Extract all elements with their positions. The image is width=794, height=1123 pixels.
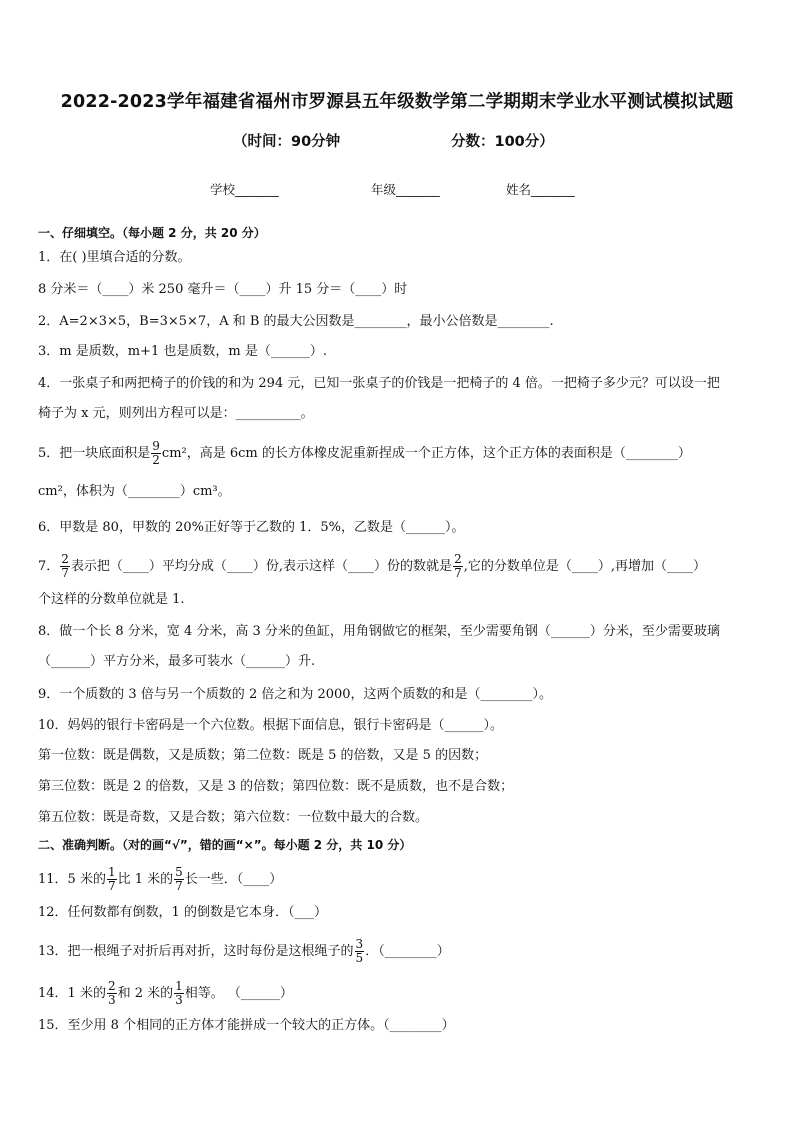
exam-meta (233, 130, 573, 151)
q13-text-post: ．（________） (365, 944, 450, 959)
question-15: 15．至少用 8 个相同的正方体才能拼成一个较大的正方体。（________） (38, 1018, 455, 1033)
q7-number: 7． (38, 559, 60, 574)
time-label: （时间：90分钟 (233, 134, 341, 150)
question-8-cont: （______）平方分米，最多可装水（______）升. (38, 654, 316, 669)
question-1: 1．在( )里填合适的分数。 (38, 250, 191, 265)
fraction (174, 980, 184, 1007)
q7-text-post: ,它的分数单位是（____）,再增加（____） (463, 559, 706, 574)
section-2-heading: 二、准确判断。（对的画“√”，错的画“×”。每小题 2 分，共 10 分） (38, 838, 412, 852)
fraction-numerator: 2 (454, 552, 462, 566)
question-10: 10．妈妈的银行卡密码是一个六位数。根据下面信息，银行卡密码是（______）。 (38, 718, 504, 733)
fraction (151, 440, 161, 467)
q11-text-mid: 比 1 米的 (117, 872, 174, 887)
fraction (174, 866, 184, 893)
question-7 (38, 553, 706, 580)
fraction-denominator: 3 (175, 993, 183, 1007)
question-9: 9．一个质数的 3 倍与另一个质数的 2 倍之和为 2000，这两个质数的和是（________）。 (38, 687, 553, 702)
question-4-cont: 椅子为 x 元，则列出方程可以是：__________。 (38, 406, 314, 421)
fraction-denominator: 7 (61, 566, 69, 580)
fraction-numerator: 2 (61, 552, 69, 566)
q14-text-mid: 和 2 米的 (117, 986, 174, 1001)
question-5-cont: cm²，体积为（________）cm³。 (38, 484, 231, 499)
question-10-clue-3: 第五位数：既是奇数，又是合数；第六位数：一位数中最大的合数。 (38, 810, 429, 825)
q11-text-post: 长一些．（____） (184, 872, 283, 887)
question-8: 8．做一个长 8 分米，宽 4 分米，高 3 分米的鱼缸，用角钢做它的框架，至少需要角钢（______）分米，至少需要玻璃 (38, 624, 720, 639)
score-label: 分数：100分） (451, 134, 554, 150)
fraction (355, 938, 365, 965)
question-6: 6．甲数是 80，甲数的 20%正好等于乙数的 1．5%，乙数是（______）。 (38, 520, 465, 535)
fraction-numerator: 3 (355, 937, 364, 951)
question-5 (38, 440, 691, 467)
q13-text-pre: 13．把一根绳子对折后再对折，这时每份是这根绳子的 (38, 944, 354, 959)
question-10-clue-2: 第三位数：既是 2 的倍数，又是 3 的倍数；第四位数：既不是质数，也不是合数； (38, 779, 514, 794)
q5-text-mid: cm²，高是 6cm 的长方体橡皮泥重新捏成一个正方体，这个正方体的表面积是（________） (161, 446, 691, 461)
fraction (453, 553, 463, 580)
q5-text-pre: 5．把一块底面积是 (38, 446, 151, 461)
question-11 (38, 866, 282, 893)
q7-text-mid: 表示把（____）平均分成（____）份,表示这样（____）份的数就是 (70, 559, 453, 574)
fraction-numerator: 1 (175, 979, 183, 993)
page-title: 2022-2023学年福建省福州市罗源县五年级数学第二学期期末学业水平测试模拟试题 (60, 92, 734, 112)
fraction (107, 980, 117, 1007)
grade-field: 年级_______ (371, 182, 440, 197)
school-field: 学校_______ (210, 182, 279, 197)
fraction-denominator: 7 (107, 879, 116, 893)
fraction (107, 866, 117, 893)
q14-text-pre: 14．1 米的 (38, 986, 106, 1001)
question-12: 12．任何数都有倒数，1 的倒数是它本身．（___） (38, 905, 327, 920)
name-field: 姓名_______ (506, 182, 575, 197)
fraction-denominator: 3 (107, 993, 116, 1007)
question-13 (38, 938, 450, 965)
question-1-blanks: 8 分米＝（____）米 250 毫升＝（____）升 15 分＝（____）时 (38, 282, 408, 297)
fraction-denominator: 2 (152, 453, 160, 467)
question-7-cont: 个这样的分数单位就是 1. (38, 592, 185, 607)
question-14 (38, 980, 293, 1007)
fraction-denominator: 7 (454, 566, 462, 580)
fraction-numerator: 9 (152, 439, 160, 453)
fraction-denominator: 7 (175, 879, 183, 893)
fraction-numerator: 1 (107, 865, 116, 879)
question-10-clue-1: 第一位数：既是偶数，又是质数；第二位数：既是 5 的倍数，又是 5 的因数； (38, 748, 488, 763)
fraction-numerator: 5 (175, 865, 183, 879)
fraction-denominator: 5 (355, 951, 364, 965)
q14-text-post: 相等。 （______） (184, 986, 293, 1001)
q11-text-pre: 11．5 米的 (38, 872, 106, 887)
question-4: 4．一张桌子和两把椅子的价钱的和为 294 元，已知一张桌子的价钱是一把椅子的 4 倍。一把椅子多少元？可以设一把 (38, 376, 720, 391)
fraction-numerator: 2 (107, 979, 116, 993)
question-3: 3．m 是质数，m+1 也是质数，m 是（______）. (38, 344, 327, 359)
section-1-heading: 一、仔细填空。（每小题 2 分，共 20 分） (38, 226, 266, 240)
fraction (60, 553, 70, 580)
question-2: 2．A=2×3×5，B=3×5×7，A 和 B 的最大公因数是________，最小公倍数是________. (38, 314, 554, 329)
